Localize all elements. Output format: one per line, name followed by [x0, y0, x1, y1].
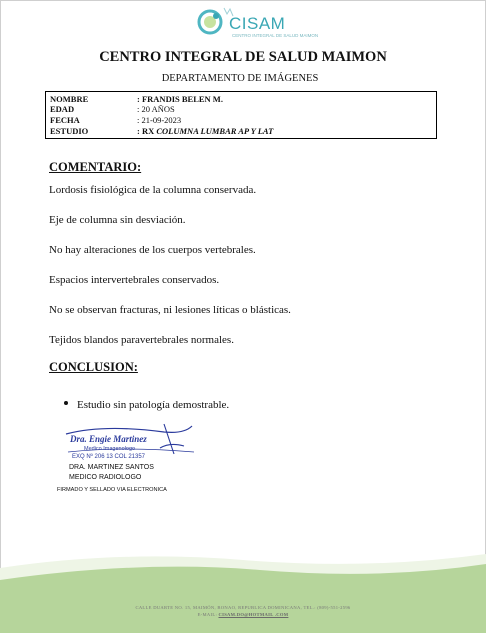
conclusion-item: Estudio sin patología demostrable. — [77, 399, 230, 411]
conclusion-heading: CONCLUSION: — [49, 360, 138, 374]
info-label: ESTUDIO — [50, 126, 89, 136]
comentario-line: No se observan fracturas, ni lesiones líticas o blásticas. — [49, 304, 291, 316]
info-value: : 20 AÑOS — [137, 104, 175, 114]
comentario-line: Eje de columna sin desviación. — [49, 214, 186, 226]
info-value: : RX COLUMNA LUMBAR AP Y LAT — [137, 126, 274, 136]
info-label: EDAD — [50, 104, 75, 114]
email-link[interactable]: CISAM.DO@HOTMAIL .COM — [218, 612, 289, 617]
department-title: DEPARTAMENTO DE IMÁGENES — [161, 73, 319, 84]
info-label: FECHA — [50, 115, 80, 125]
doctor-name: DRA. MARTINEZ SANTOS — [69, 464, 154, 471]
svg-text:Dra. Engie Martinez: Dra. Engie Martinez — [70, 434, 147, 444]
signature-stamp — [64, 422, 196, 466]
page-title: CENTRO INTEGRAL DE SALUD MAIMON — [99, 49, 387, 65]
svg-text:Medico Imagenologo: Medico Imagenologo — [84, 446, 136, 452]
doctor-role: MEDICO RADIOLOGO — [69, 474, 142, 481]
info-value: : 21-09-2023 — [137, 115, 182, 125]
footer-email: E-MAIL: CISAM.DO@HOTMAIL .COM — [197, 612, 289, 617]
comentario-line: No hay alteraciones de los cuerpos vertebrales. — [49, 244, 256, 256]
comentario-line: Tejidos blandos paravertebrales normales. — [49, 334, 234, 346]
info-label: NOMBRE — [50, 94, 89, 104]
signature-note: FIRMADO Y SELLADO VIA ELECTRONICA — [57, 487, 167, 493]
bullet-icon — [64, 401, 68, 405]
logo-subtext: CENTRO INTEGRAL DE SALUD MAIMON — [232, 33, 319, 38]
footer-wave — [0, 540, 486, 633]
comentario-line: Lordosis fisiológica de la columna conservada. — [49, 184, 257, 196]
info-value: : FRANDIS BELEN M. — [137, 94, 223, 104]
comentario-line: Espacios intervertebrales conservados. — [49, 274, 220, 286]
logo-text: CISAM — [229, 14, 286, 33]
patient-info-box — [45, 91, 437, 139]
footer-address: CALLE DUARTE NO. 15, MAIMÓN, BONAO, REPUBLICA DOMINICANA, TEL.: (809)-551-2596 — [135, 605, 351, 610]
comentario-heading: COMENTARIO: — [49, 160, 142, 174]
svg-text:EXQ Nº 206 13 COL 21357: EXQ Nº 206 13 COL 21357 — [72, 454, 146, 460]
